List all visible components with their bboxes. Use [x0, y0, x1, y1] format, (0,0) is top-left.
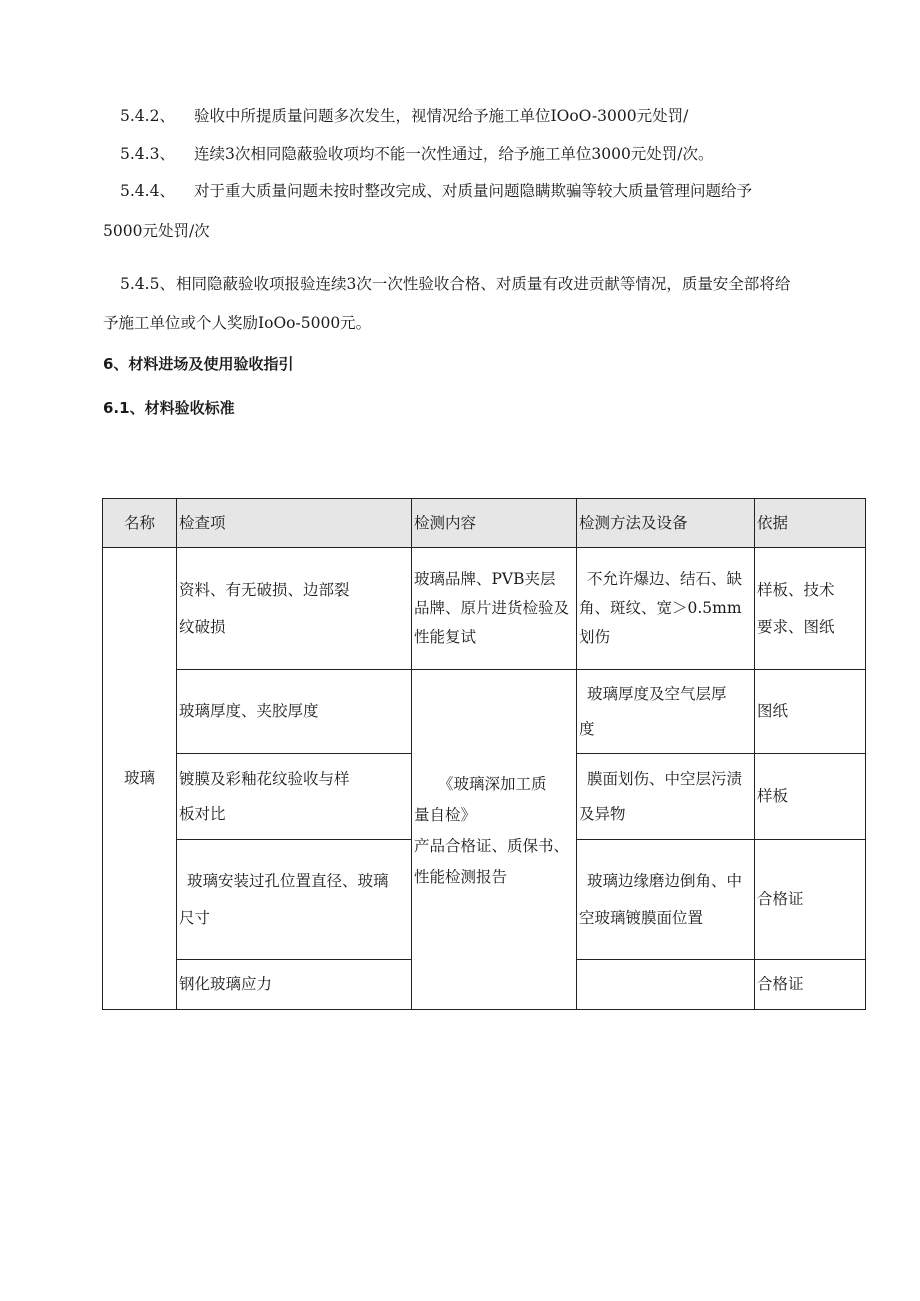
cell-line: 镀膜及彩釉花纹验收与样 [179, 769, 350, 788]
method-cell [577, 670, 755, 754]
cell-line: 钢化玻璃应力 [179, 975, 273, 993]
basis-cell [755, 670, 866, 754]
cell-line: 品牌、原片进货检验及 [414, 599, 570, 617]
cell-line: 角、斑纹、宽＞0.5mm [579, 599, 742, 617]
cell-line: 不允许爆边、结石、缺 [587, 570, 743, 588]
table-row [103, 548, 866, 670]
cell-line: 合格证 [757, 975, 804, 993]
method-cell [577, 548, 755, 670]
basis-cell [755, 840, 866, 960]
paragraph-number: 5.4.2、 [120, 107, 175, 125]
cell-line: 纹破损 [179, 617, 226, 636]
header-basis: 依据 [755, 499, 866, 548]
check-item-cell [177, 840, 412, 960]
paragraph-5-4-5-continuation: 予施工单位或个人奖励IoOo-5000元。 [103, 314, 372, 332]
basis-cell [755, 754, 866, 840]
cell-line: 性能复试 [414, 628, 477, 646]
paragraph-text: 相同隐蔽验收项报验连续3次一次性验收合格、对质量有改进贡献等情况，质量安全部将给 [176, 275, 791, 293]
table-header-row [103, 499, 866, 548]
cell-line: 资料、有无破损、边部裂 [179, 580, 350, 599]
check-item-cell [177, 960, 412, 1010]
header-name: 名称 [103, 499, 177, 548]
header-check-item: 检查项 [177, 499, 412, 548]
cell-line: 样板、技术 [757, 580, 835, 599]
method-cell [577, 840, 755, 960]
cell-line: 玻璃厚度、夹胶厚度 [179, 702, 319, 720]
header-method: 检测方法及设备 [577, 499, 755, 548]
cell-line: 玻璃边缘磨边倒角、中 [587, 871, 743, 890]
basis-cell [755, 960, 866, 1010]
cell-line: 板对比 [179, 804, 226, 823]
cell-line: 膜面划伤、中空层污渍 [587, 769, 743, 788]
cell-line: 空玻璃镀膜面位置 [579, 908, 704, 927]
paragraph-5-4-2 [120, 106, 688, 126]
cell-line: 《玻璃深加工质 [438, 775, 547, 793]
cell-line: 样板 [757, 787, 789, 805]
check-item-cell [177, 670, 412, 754]
cell-line: 性能检测报告 [414, 868, 508, 886]
cell-line: 量自检》 [414, 806, 477, 824]
table-row [103, 670, 866, 754]
paragraph-text: 对于重大质量问题未按时整改完成、对质量问题隐瞒欺骗等较大质量管理问题给予 [194, 182, 753, 200]
cell-line: 划伤 [579, 628, 611, 646]
paragraph-5-4-4 [120, 181, 752, 201]
check-item-cell [177, 754, 412, 840]
category-cell: 玻璃 [103, 548, 177, 1010]
section-heading-6: 6、材料进场及使用验收指引 [103, 355, 294, 373]
cell-line: 产品合格证、质保书、 [414, 837, 570, 855]
cell-line: 玻璃厚度及空气层厚 [587, 684, 727, 703]
paragraph-number: 5.4.5、 [120, 275, 175, 293]
basis-cell [755, 548, 866, 670]
cell-line: 要求、图纸 [757, 617, 835, 636]
method-cell [577, 754, 755, 840]
paragraph-number: 5.4.4、 [120, 182, 175, 200]
cell-line: 合格证 [757, 890, 804, 908]
paragraph-text: 连续3次相同隐蔽验收项均不能一次性通过，给予施工单位3000元处罚/次。 [194, 145, 714, 163]
content-cell [412, 548, 577, 670]
merged-content-cell [412, 670, 577, 1010]
paragraph-text: 验收中所提质量问题多次发生，视情况给予施工单位IOoO-3000元处罚/ [194, 107, 689, 125]
cell-line: 度 [579, 719, 595, 738]
section-heading-6-1: 6.1、材料验收标准 [103, 399, 235, 417]
paragraph-5-4-3 [120, 144, 714, 164]
cell-line: 图纸 [757, 702, 789, 720]
cell-line: 玻璃安装过孔位置直径、玻璃 [187, 871, 389, 890]
paragraph-5-4-4-continuation: 5000元处罚/次 [103, 222, 210, 240]
cell-line: 及异物 [579, 804, 626, 823]
cell-line: 玻璃品牌、PVB夹层 [414, 570, 556, 588]
cell-line: 尺寸 [179, 908, 211, 927]
paragraph-number: 5.4.3、 [120, 145, 175, 163]
material-acceptance-table [102, 498, 866, 1010]
header-content: 检测内容 [412, 499, 577, 548]
check-item-cell [177, 548, 412, 670]
method-cell [577, 960, 755, 1010]
paragraph-5-4-5 [120, 274, 790, 294]
